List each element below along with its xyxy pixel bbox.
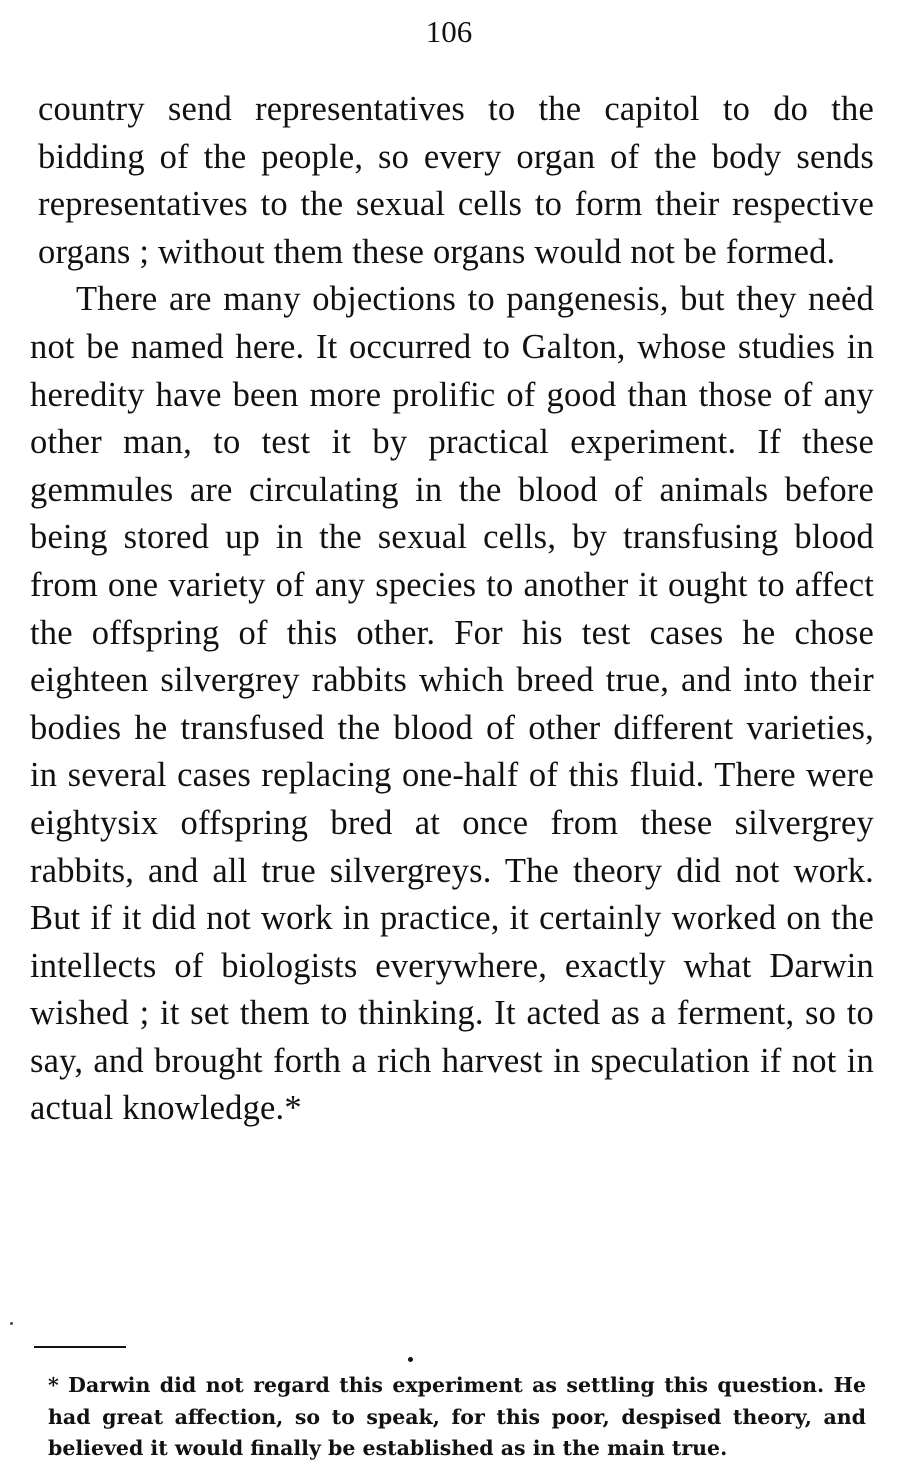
footnote-text: * Darwin did not regard this experiment as settling this question. He had great affection, so to speak, for this poor, despised theory, and believed it would finally be established as in the main true.: [48, 1373, 866, 1460]
page-number: 106: [425, 14, 473, 49]
footnote-divider: [34, 1346, 126, 1348]
ink-speck: [408, 1357, 413, 1362]
paragraph-pangenesis: There are many objections to pangenesis, but they neėd not be named here. It occurred to Galton, whose studies in heredity have been more prolific of good than those of any other man, to test it by practical experiment. If these gemmules are circulating in the blood of animals before being stored up in the sexual cells, by transfusing blood from one variety of any species to another it ought to affect the offspring of this other. For his test cases he chose eighteen silvergrey rabbits which breed true, and into their bodies he transfused the blood of other different varieties, in several cases replacing one-half of this fluid. There were eightysix offspring bred at once from these silvergrey rabbits, and all true silvergreys. The theory did not work. But if it did not work in practice, it certainly worked on the intellects of biologists everywhere, exactly what Darwin wished ; it set them to thinking. It acted as a ferment, so to say, and brought forth a rich harvest in speculation if not in actual knowledge.*: [30, 280, 874, 1128]
footnote: [20, 1370, 866, 1465]
paragraph-continued: country send representatives to the capitol to do the bidding of the people, so every organ of the body sends representatives to the sexual cells to form their respective organs ; without them these organs would not be formed.: [38, 90, 874, 271]
body-text: [24, 86, 874, 1133]
margin-speck: [10, 1322, 13, 1325]
